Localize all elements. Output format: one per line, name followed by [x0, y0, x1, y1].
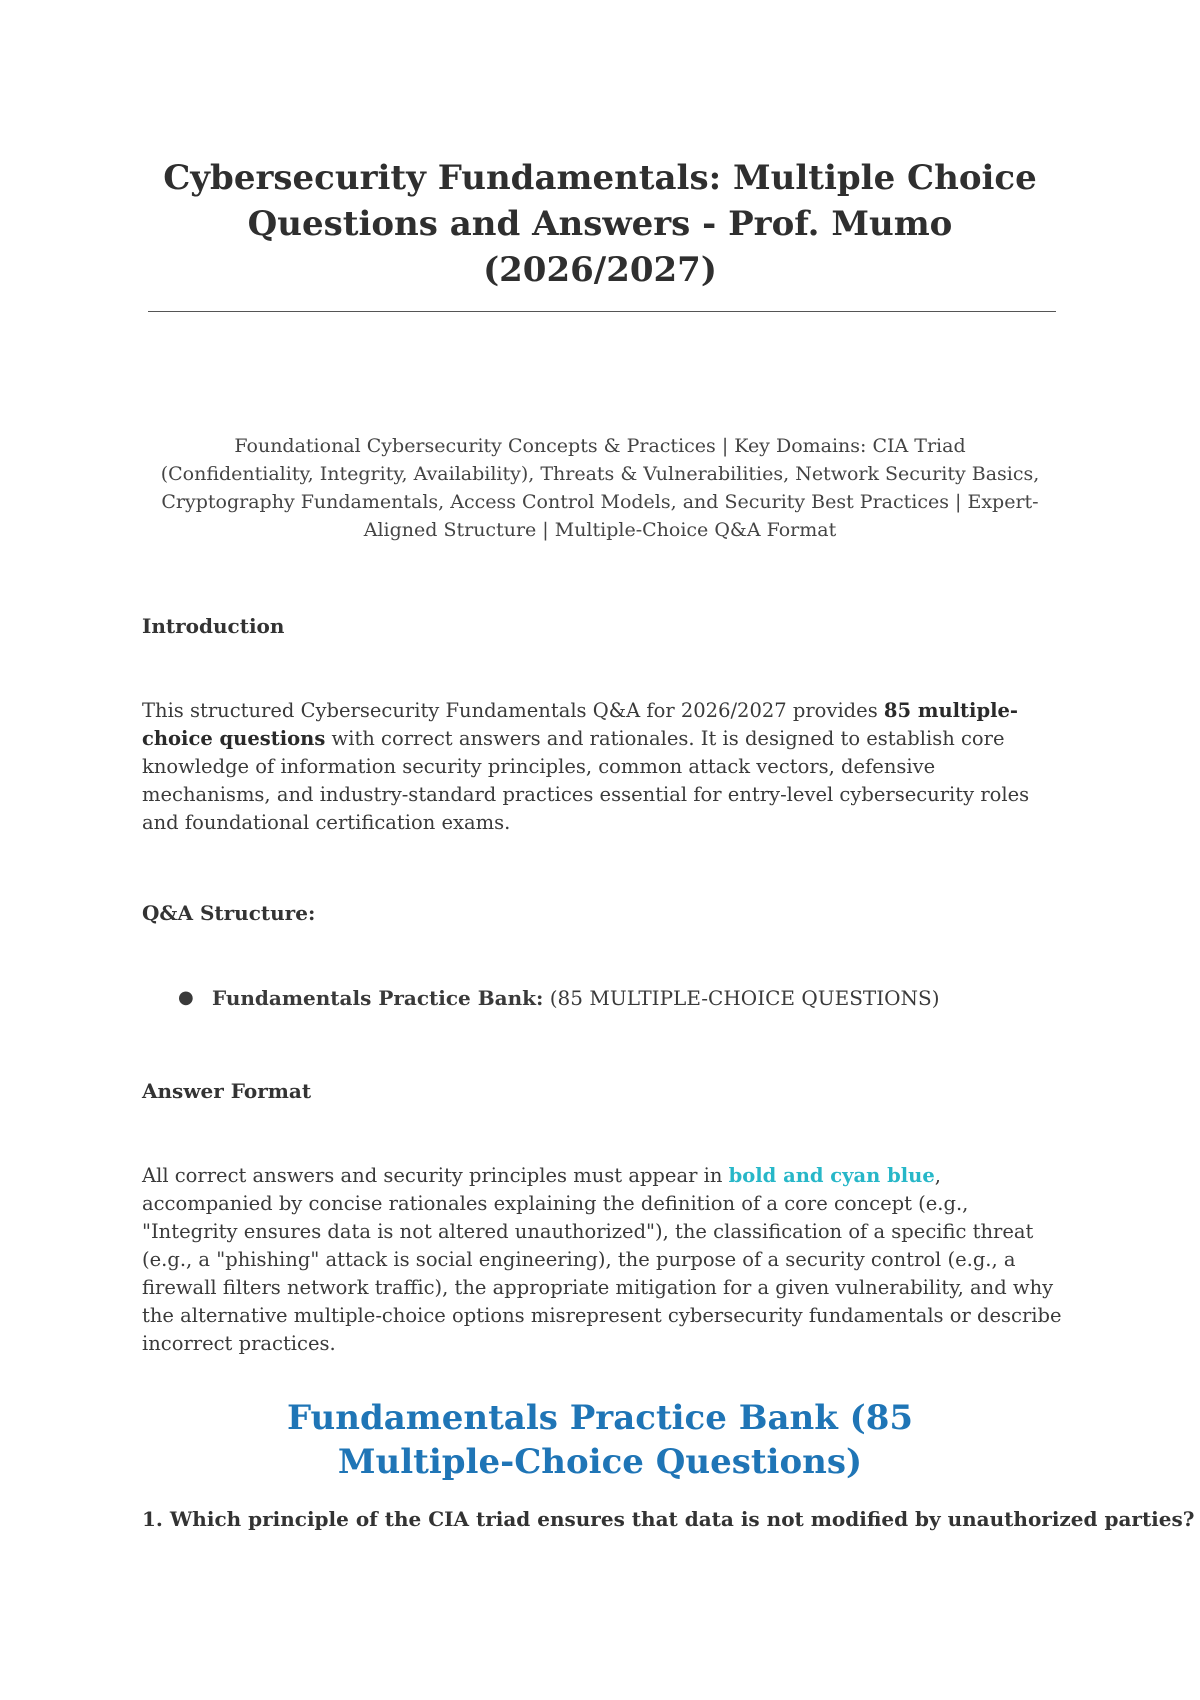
qa-structure-heading: Q&A Structure:	[142, 901, 316, 925]
intro-text-end: with correct answers and rationales. It is designed to establish core knowledge of information security principles, common attack vectors, defensive mechanisms, and industry-standard practices essential for entry-level cybersecurity roles and foundational certification exams.	[142, 727, 1030, 834]
qa-structure-item-bold: Fundamentals Practice Bank:	[212, 986, 544, 1010]
practice-bank-heading: Fundamentals Practice Bank (85 Multiple-Choice Questions)	[286, 1398, 914, 1482]
document-title: Cybersecurity Fundamentals: Multiple Choice Questions and Answers - Prof. Mumo (2026/2027)	[163, 158, 1037, 290]
bullet-icon: ●	[178, 987, 194, 1008]
answer-format-text-start: All correct answers and security principles must appear in	[142, 1164, 729, 1187]
intro-bold-count: 85 multiple-choice questions	[142, 699, 1019, 750]
question-1: 1. Which principle of the CIA triad ensures that data is not modified by unauthorized parties?	[142, 1507, 1195, 1531]
title-divider	[148, 311, 1056, 312]
qa-structure-item-detail: (85 MULTIPLE-CHOICE QUESTIONS)	[543, 986, 940, 1010]
document-subtitle: Foundational Cybersecurity Concepts & Practices | Key Domains: CIA Triad (Confidentiality, Integrity, Availability), Threats & Vulnerabilities, Network Security Basics, Cryptography Fundamentals, Access Control Models, and Security Best Practices | Expert-Aligned Structure | Multiple-Choice Q&A Format	[160, 435, 1040, 541]
intro-text-start: This structured Cybersecurity Fundamentals Q&A for 2026/2027 provides	[142, 699, 884, 722]
answer-format-highlight: bold and cyan blue	[728, 1164, 935, 1187]
introduction-heading: Introduction	[142, 614, 285, 638]
qa-structure-item-text	[212, 984, 940, 1012]
answer-format-paragraph	[142, 1162, 1062, 1358]
answer-format-text-end: , accompanied by concise rationales explaining the definition of a core concept (e.g., "Integrity ensures data is not altered unauthorized"), the classification of a specific threat (e.g., a "phishing" attack is social engineering), the purpose of a security control (e.g., a firewall filters network traffic), the appropriate mitigation for a given vulnerability, and why the alternative multiple-choice options misrepresent cybersecurity fundamentals or describe incorrect practices.	[142, 1164, 1062, 1355]
answer-format-heading: Answer Format	[142, 1079, 312, 1103]
introduction-paragraph	[142, 697, 1062, 837]
